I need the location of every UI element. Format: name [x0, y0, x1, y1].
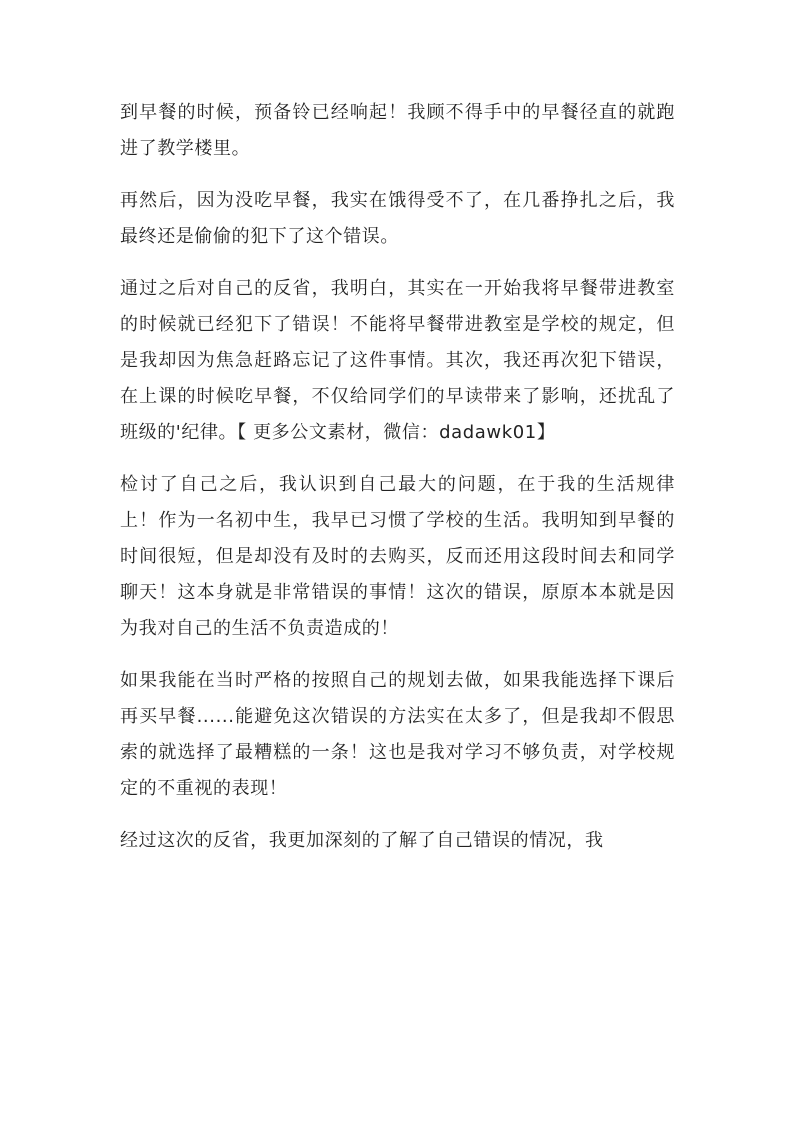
paragraph-4: 检讨了自己之后，我认识到自己最大的问题，在于我的生活规律上！作为一名初中生，我早已习惯了学校的生活。我明知到早餐的时间很短，但是却没有及时的去购买，反而还用这段时间去和同学聊天！这本身就是非常错误的事情！这次的错误，原原本本就是因为我对自己的生活不负责造成的！	[120, 474, 675, 639]
paragraph-5: 如果我能在当时严格的按照自己的规划去做，如果我能选择下课后再买早餐......能避免这次错误的方法实在太多了，但是我却不假思索的就选择了最糟糕的一条！这也是我对学习不够负责，对学校规定的不重视的表现！	[120, 670, 675, 799]
paragraph-2: 再然后，因为没吃早餐，我实在饿得受不了，在几番挣扎之后，我最终还是偷偷的犯下了这个错误。	[120, 190, 675, 247]
document-body	[120, 95, 675, 875]
paragraph-3: 通过之后对自己的反省，我明白，其实在一开始我将早餐带进教室的时候就已经犯下了错误！不能将早餐带进教室是学校的规定，但是我却因为焦急赶路忘记了这件事情。其次，我还再次犯下错误，在上课的时候吃早餐，不仅给同学们的早读带来了影响，还扰乱了班级的'纪律。【 更多公文素材，微信：dadawk01】	[120, 278, 675, 443]
paragraph-1: 到早餐的时候，预备铃已经响起！我顾不得手中的早餐径直的就跑进了教学楼里。	[120, 102, 675, 159]
paragraph-6: 经过这次的反省，我更加深刻的了解了自己错误的情况，我	[120, 830, 604, 851]
